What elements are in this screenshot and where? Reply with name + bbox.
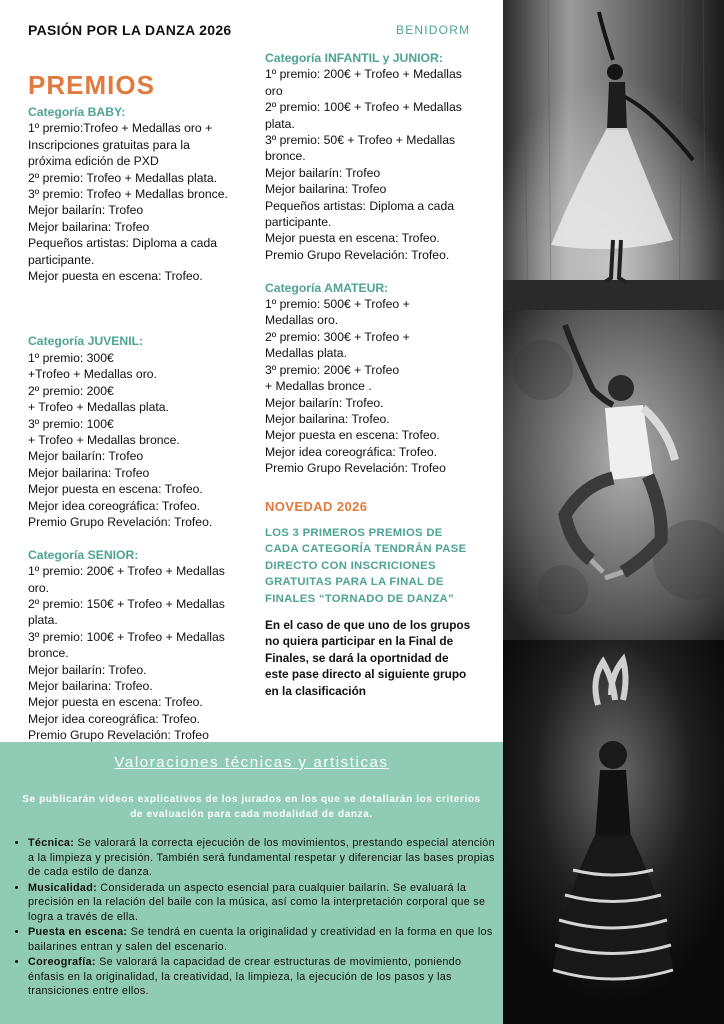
premios-heading: PREMIOS [28, 70, 155, 100]
jumping-dancer-image [503, 310, 724, 640]
criteria-term: Puesta en escena: [28, 926, 128, 938]
category-juvenil [28, 333, 253, 530]
photo-strip [503, 0, 724, 1024]
criteria-term: Musicalidad: [28, 881, 97, 894]
category-lines: 1º premio: 300€ +Trofeo + Medallas oro. 2º premio: 200€ + Trofeo + Medallas plata. 3º premio: 100€ + Trofeo + Medallas bronce. Mejor bailarín: Trofeo Mejor bailarina: Trofeo Mejor puesta en escena: Trofeo. Mejor idea coreográfica: Trofeo. Premio Grupo Revelación: Trofeo. [28, 350, 213, 529]
ballerina-image [503, 0, 724, 310]
criteria-term: Técnica: [28, 837, 75, 849]
valoraciones-panel [0, 742, 503, 1024]
category-title: Categoría SENIOR: [28, 547, 139, 562]
category-amateur [265, 280, 495, 477]
flamenco-dancer-photo [503, 640, 724, 1024]
criteria-text: Se valorará la correcta ejecución de los movimientos, prestando especial atención a la limpieza y precisión. También será fundamental respetar y diferenciar las bases propias de cada estilo de danza. [28, 837, 495, 878]
criteria-item [28, 881, 498, 925]
category-title: Categoría AMATEUR: [265, 280, 389, 295]
flamenco-dancer-image [503, 640, 724, 1024]
right-prize-column [265, 50, 495, 699]
category-infantil-junior [265, 50, 495, 263]
novedad-text: LOS 3 PRIMEROS PREMIOS DE CADA CATEGORÍA TENDRÁN PASE DIRECTO CON INSCRICIONES GRATUITAS PARA LA FINAL DE FINALES “TORNADO DE DANZA” [265, 526, 467, 605]
criteria-term: Coreografía: [28, 956, 96, 968]
category-lines: 1º premio:Trofeo + Medallas oro + Inscripciones gratuitas para la próxima edición de PXD 2º premio: Trofeo + Medallas plata. 3º premio: Trofeo + Medallas bronce. Mejor bailarín: Trofeo Mejor bailarina: Trofeo Pequeños artistas: Diploma a cada participante. Mejor puesta en escena: Trofeo. [28, 121, 228, 284]
category-baby [28, 104, 253, 284]
category-lines: 1º premio: 500€ + Trofeo + Medallas oro. 2º premio: 300€ + Trofeo + Medallas plata. 3º premio: 200€ + Trofeo + Medallas bronce . Mejor bailarín: Trofeo. Mejor bailarina: Trofeo. Mejor puesta en escena: Trofeo. Mejor idea coreográfica: Trofeo. Premio Grupo Revelación: Trofeo [265, 297, 446, 476]
category-lines: 1º premio: 200€ + Trofeo + Medallas oro 2º premio: 100€ + Trofeo + Medallas plata. 3º premio: 50€ + Trofeo + Medallas bronce. Mejor bailarín: Trofeo Mejor bailarina: Trofeo Pequeños artistas: Diploma a cada participante. Mejor puesta en escena: Trofeo. Premio Grupo Revelación: Trofeo. [265, 67, 462, 262]
left-prize-column [28, 104, 253, 744]
criteria-text: Se valorará la capacidad de crear estructuras de movimiento, poniendo énfasis en la originalidad, la creatividad, la limpieza, la ejecución de los pasos y las transiciones entre ellos. [28, 956, 462, 997]
event-title: PASIÓN POR LA DANZA 2026 [28, 22, 232, 38]
criteria-text: Considerada un aspecto esencial para cualquier bailarín. Se evaluará la precisión en la relación del baile con la música, así como la interpretación corporal que se logra a través de ella. [28, 881, 486, 923]
criteria-text: Se tendrá en cuenta la originalidad y creatividad en la forma en que los bailarines entran y salen del escenario. [28, 926, 493, 953]
category-title: Categoría INFANTIL y JUNIOR: [265, 51, 443, 65]
criteria-item [28, 836, 498, 880]
event-location: BENIDORM [396, 23, 471, 37]
ballerina-photo [503, 0, 724, 310]
jumping-dancer-photo [503, 310, 724, 640]
criteria-item [28, 925, 498, 954]
valoraciones-intro: Se publicarán vídeos explicativos de los jurados en los que se detallarán los criterios de evaluación para cada modalidad de danza. [22, 794, 481, 820]
valoraciones-title: Valoraciones técnicas y artisticas [114, 754, 389, 771]
category-title: Categoría BABY: [28, 105, 126, 119]
category-title: Categoría JUVENIL: [28, 334, 144, 349]
novedad-note: En el caso de que uno de los grupos no quiera participar en la Final de Finales, se dará la oportnidad de este pase directo al siguiente grupo en la clasificación [265, 617, 471, 698]
criteria-item [28, 955, 498, 999]
category-lines: 1º premio: 200€ + Trofeo + Medallas oro. 2º premio: 150€ + Trofeo + Medallas plata. 3º premio: 100€ + Trofeo + Medallas bronce. Mejor bailarín: Trofeo. Mejor bailarina: Trofeo. Mejor puesta en escena: Trofeo. Mejor idea coreográfica: Trofeo. Premio Grupo Revelación: Trofeo [28, 564, 225, 743]
criteria-list [16, 836, 498, 1000]
novedad-title: NOVEDAD 2026 [265, 498, 368, 514]
category-senior [28, 547, 253, 744]
